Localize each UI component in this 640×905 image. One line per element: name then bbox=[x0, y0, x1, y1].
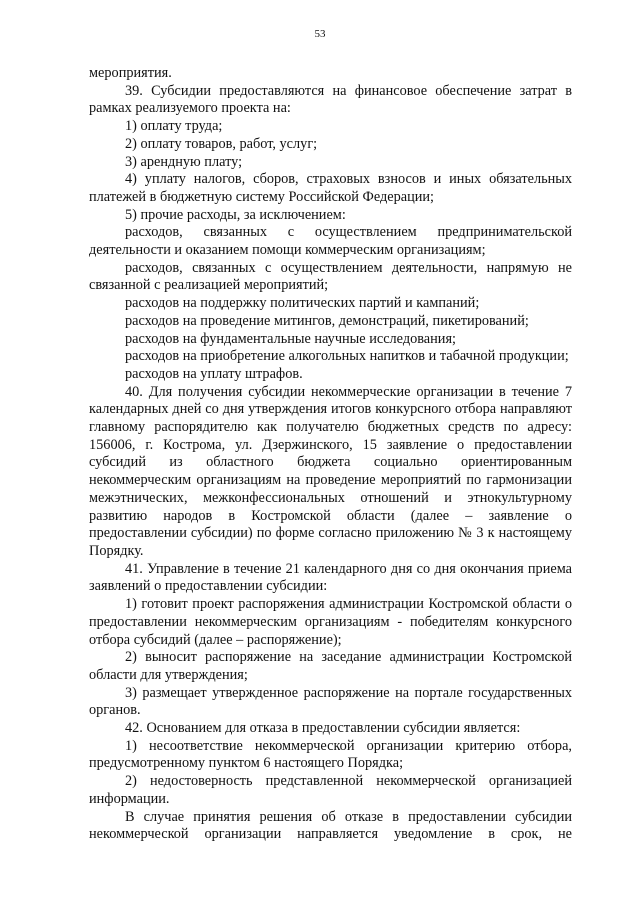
paragraph: расходов на приобретение алкогольных напитков и табачной продукции; bbox=[125, 348, 569, 365]
paragraph: 2) выносит распоряжение на заседание администрации Костромской области для утверждения; bbox=[89, 649, 572, 683]
paragraph: 1) готовит проект распоряжения администрации Костромской области о предоставлении некоммерческим организациям - победителям конкурсного отбора субсидий (далее – распоряжение); bbox=[89, 596, 572, 648]
paragraph: 5) прочие расходы, за исключением: bbox=[125, 206, 346, 223]
paragraph: расходов на проведение митингов, демонстраций, пикетирований; bbox=[125, 312, 529, 329]
document-body bbox=[89, 65, 572, 844]
paragraph: 3) арендную плату; bbox=[125, 153, 243, 170]
paragraph: 42. Основанием для отказа в предоставлении субсидии является: bbox=[125, 720, 521, 737]
paragraph: расходов на поддержку политических партий и кампаний; bbox=[125, 295, 480, 312]
paragraph: 39. Субсидии предоставляются на финансовое обеспечение затрат в рамках реализуемого проекта на: bbox=[89, 82, 572, 117]
paragraph: 4) уплату налогов, сборов, страховых взносов и иных обязательных платежей в бюджетную систему Российской Федерации; bbox=[89, 171, 572, 205]
paragraph: расходов, связанных с осуществлением деятельности, напрямую не связанной с реализацией мероприятий; bbox=[89, 259, 572, 294]
paragraph: расходов на уплату штрафов. bbox=[125, 365, 303, 382]
page-number: 53 bbox=[314, 28, 326, 40]
paragraph: 1) несоответствие некоммерческой организации критерию отбора, предусмотренному пунктом 6 настоящего Порядка; bbox=[89, 737, 572, 772]
paragraph: 1) оплату труда; bbox=[125, 118, 223, 135]
paragraph: мероприятия. bbox=[89, 65, 172, 81]
paragraph: 2) недостоверность представленной некоммерческой организацией информации. bbox=[89, 773, 572, 807]
paragraph: 3) размещает утвержденное распоряжение на портале государственных органов. bbox=[89, 684, 572, 719]
paragraph: расходов на фундаментальные научные исследования; bbox=[125, 330, 457, 347]
paragraph: В случае принятия решения об отказе в предоставлении субсидии некоммерческой организации направляется уведомление в срок, не bbox=[89, 808, 572, 843]
paragraph: 40. Для получения субсидии некоммерческие организации в течение 7 календарных дней со дня утверждения итогов конкурсного отбора направляют главному распорядителю как получателю бюджетных средств по адресу: 156006, г. Кострома, ул. Дзержинского, 15 заявление о предоставлении субсидий из областного бюджета социально ориентированным некоммерческим организациям на проведение мероприятий по гармонизации межэтнических, межконфессиональных отношений и этнокультурному развитию народов в Костромской области (далее – заявление о предоставлении субсидии) по форме согласно приложению № 3 к настоящему Порядку. bbox=[89, 383, 572, 559]
paragraph: 2) оплату товаров, работ, услуг; bbox=[125, 135, 318, 152]
paragraph: расходов, связанных с осуществлением предпринимательской деятельности и оказанием помощи коммерческим организациям; bbox=[89, 224, 572, 259]
paragraph: 41. Управление в течение 21 календарного дня со дня окончания приема заявлений о предоставлении субсидии: bbox=[89, 560, 572, 595]
